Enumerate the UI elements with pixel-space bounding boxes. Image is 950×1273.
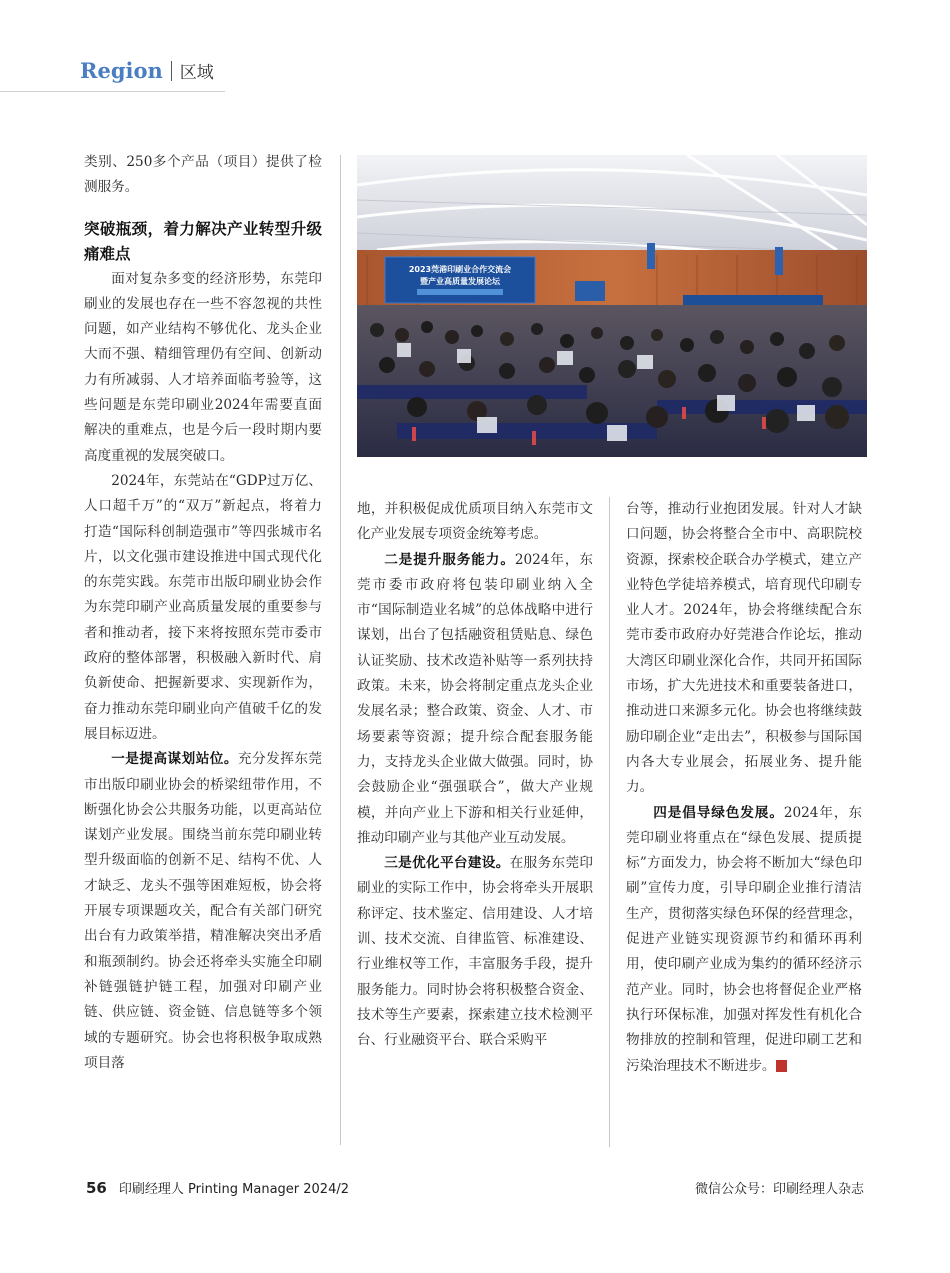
- paragraph: 地，并积极促成优质项目纳入东莞市文化产业发展专项资金统筹考虑。: [357, 501, 593, 543]
- paragraph-lead: 四是倡导绿色发展。: [653, 804, 784, 821]
- paragraph-body: 2024年，东莞印刷业将重点在“绿色发展、提质提标”方面发力，协会将不断加大“绿色印刷”宣传力度，引导印刷企业推行清洁生产，贯彻落实绿色环保的经营理念，促进产业链实现资源节约和循环再利用，使印刷产业成为集约的循环经济示范产业。同时，协会也将督促企业严格执行环保标准，加强对挥发性有机化合物排放的控制和管理，促进印刷工艺和污染治理技术不断进步。: [626, 804, 862, 1074]
- section-label-cn: 区域: [179, 63, 214, 83]
- paragraph-body: 在服务东莞印刷业的实际工作中，协会将牵头开展职称评定、技术鉴定、信用建设、人才培训、技术交流、自律监管、标准建设、行业维权等工作，丰富服务手段，提升服务能力。同时协会将积极整合资金、技术等生产要素，探索建立技术检测平台、行业融资平台、联合采购平: [357, 855, 594, 1049]
- section-label: [80, 58, 214, 83]
- article-column-1: [84, 150, 322, 1076]
- paragraph-body: 2024年，东莞市委市政府将包装印刷业纳入全市“国际制造业名城”的总体战略中进行谋划，出台了包括融资租赁贴息、绿色认证奖励、技术改造补贴等一系列扶持政策。未来，协会将制定重点龙头企业发展名录；整合政策、资金、人才、市场要素等资源；提升综合配套服务能力，支持龙头企业做大做强。同时，协会鼓励企业“强强联合”，做大产业规模，并向产业上下游和相关行业延伸，推动印刷产业与其他产业互动发展。: [357, 551, 593, 846]
- section-heading: 突破瓶颈，着力解决产业转型升级痛难点: [84, 219, 322, 263]
- page-number: 56: [86, 1179, 107, 1197]
- paragraph-body: 充分发挥东莞市出版印刷业协会的桥梁纽带作用，不断强化协会公共服务功能，以更高站位谋划产业发展。围绕当前东莞印刷业转型升级面临的创新不足、结构不优、人才缺乏、龙头不强等困难短板，协会将开展专项课题攻关，配合有关部门研究出台有力政策举措，精准解决突出矛盾和瓶颈制约。协会还将牵头实施全印刷补链强链护链工程，加强对印刷产业链、供应链、资金链、信息链等多个领域的专题研究。协会也将积极争取成熟项目落: [84, 751, 323, 1071]
- column-rule: [340, 155, 341, 1145]
- article-column-3: [626, 497, 862, 1079]
- paragraph: 面对复杂多变的经济形势，东莞印刷业的发展也存在一些不容忽视的共性问题，如产业结构不够优化、龙头企业大而不强、精细管理仍有空间、创新动力有所减弱、人才培养面临考验等，这些问题是东莞印刷业2024年需要直面解决的重难点，也是今后一段时期内要高度重视的发展突破口。: [84, 270, 322, 464]
- footer-right: [695, 1178, 864, 1197]
- paragraph-lead: 三是优化平台建设。: [384, 855, 510, 872]
- paragraph: [357, 851, 593, 1053]
- footer-left: [86, 1178, 349, 1197]
- paragraph: [626, 801, 862, 1079]
- banner-title-1: 2023莞港印刷业合作交流会: [408, 265, 512, 274]
- header-rule: [0, 91, 225, 92]
- column-rule: [609, 497, 610, 1147]
- paragraph: [84, 747, 322, 1076]
- header-divider: [171, 61, 172, 81]
- article-column-2: [357, 497, 593, 1054]
- magazine-name: 印刷经理人 Printing Manager 2024/2: [118, 1182, 349, 1197]
- conference-photo: [357, 155, 867, 457]
- paragraph: 2024年，东莞站在“GDP过万亿、人口超千万”的“双万”新起点，将着力打造“国际科创制造强市”等四张城市名片，以文化强市建设推进中国式现代化的东莞实践。东莞市出版印刷业协会作为东莞印刷产业高质量发展的重要参与者和推动者，接下来将按照东莞市委市政府的整体部署，积极融入新时代、肩负新使命、把握新要求、实现新作为，奋力推动东莞印刷业向产值破千亿的发展目标迈进。: [84, 472, 322, 742]
- paragraph-lead: 二是提升服务能力。: [384, 551, 515, 568]
- wechat-account: 微信公众号：印刷经理人杂志: [694, 1182, 864, 1197]
- banner-title-2: 暨产业高质量发展论坛: [420, 277, 500, 286]
- end-of-article-mark: 人: [776, 1060, 787, 1072]
- paragraph: 台等，推动行业抱团发展。针对人才缺口问题，协会将整合全市中、高职院校资源，探索校企联合办学模式，建立产业特色学徒培养模式，培育现代印刷专业人才。2024年，协会将继续配合东莞市委市政府办好莞港合作论坛，推动大湾区印刷业深化合作，共同开拓国际市场，扩大先进技术和重要装备进口，推动进口来源多元化。协会也将继续鼓励印刷企业“走出去”，积极参与国际国内各大专业展会，拓展业务、提升能力。: [626, 501, 862, 796]
- conference-photo-illustration: [357, 155, 867, 457]
- paragraph-lead: 一是提高谋划站位。: [111, 751, 238, 768]
- section-label-en: Region: [80, 58, 163, 83]
- paragraph: 类别、250多个产品（项目）提供了检测服务。: [84, 154, 322, 196]
- paragraph: [357, 548, 593, 852]
